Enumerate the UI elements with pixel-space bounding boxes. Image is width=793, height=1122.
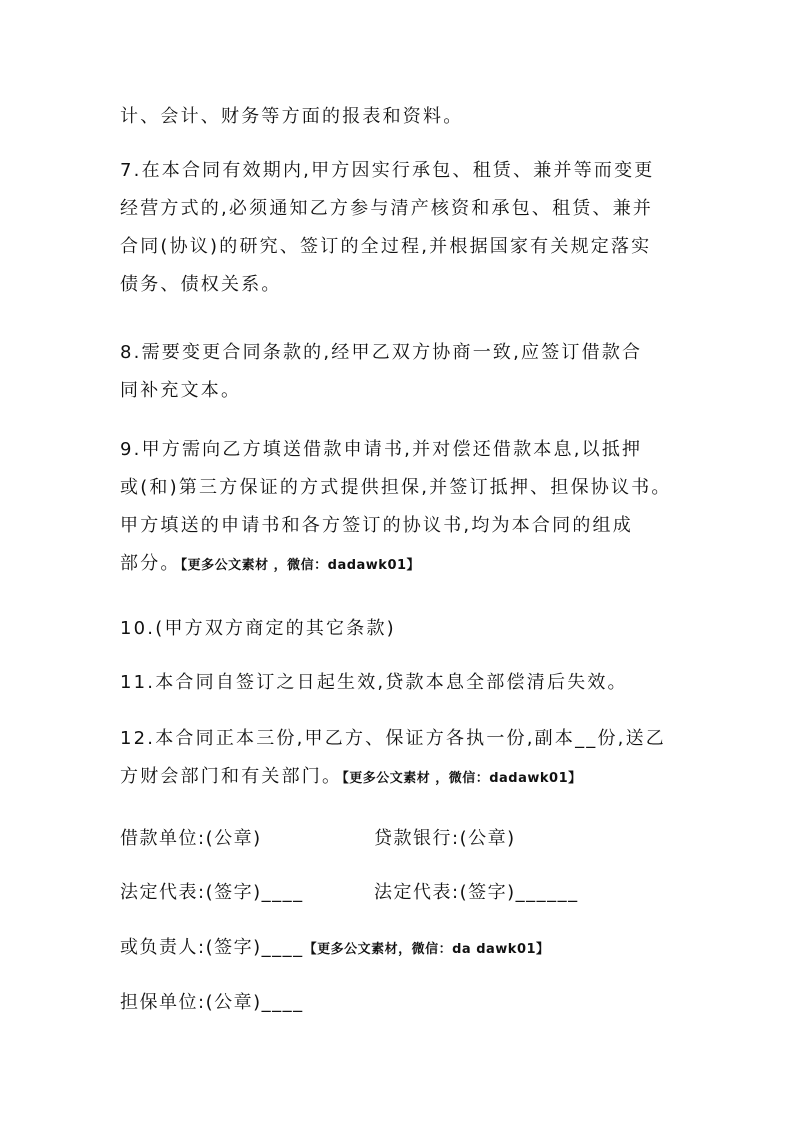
borrower-representative-signature: 法定代表:(签字)____ bbox=[120, 882, 304, 903]
text-line: 甲方填送的申请书和各方签订的协议书,均为本合同的组成 bbox=[120, 515, 633, 536]
clause-9 bbox=[120, 431, 676, 585]
responsible-person-signature: 或负责人:(签字)____ bbox=[120, 937, 304, 958]
paragraph-continued bbox=[120, 98, 676, 136]
guarantor-seal-label: 担保单位:(公章)____ bbox=[120, 992, 304, 1013]
text-line: 9.甲方需向乙方填送借款申请书,并对偿还借款本息,以抵押 bbox=[120, 439, 643, 460]
clause-9-last-text: 部分。 bbox=[120, 553, 181, 574]
clause-8 bbox=[120, 334, 676, 410]
clause-11 bbox=[120, 664, 676, 702]
text-line: 11.本合同自签订之日起生效,贷款本息全部偿清后失效。 bbox=[120, 672, 628, 693]
signature-row-guarantor bbox=[120, 988, 304, 1014]
text-line: 债务、债权关系。 bbox=[120, 274, 282, 295]
text-line: 计、会计、财务等方面的报表和资料。 bbox=[120, 106, 464, 127]
bank-representative-signature: 法定代表:(签字)______ bbox=[374, 882, 579, 903]
promo-note: 【更多公文素材 ，微信：dadawk01】 bbox=[342, 771, 582, 786]
text-line: 经营方式的,必须通知乙方参与清产核资和承包、租赁、兼并 bbox=[120, 198, 654, 219]
text-line: 12.本合同正本三份,甲乙方、保证方各执一份,副本__份,送乙 bbox=[120, 728, 666, 749]
bank-seal-label: 贷款银行:(公章) bbox=[374, 828, 516, 849]
text-line bbox=[120, 545, 676, 585]
borrower-seal-label: 借款单位:(公章) bbox=[120, 828, 262, 849]
clause-10 bbox=[120, 610, 676, 648]
text-line bbox=[120, 758, 676, 798]
promo-note: 【更多公文素材 ，微信：dadawk01】 bbox=[180, 558, 421, 573]
signature-row-responsible bbox=[120, 933, 550, 959]
text-line: 同补充文本。 bbox=[120, 380, 242, 401]
clause-12 bbox=[120, 720, 676, 798]
text-line: 合同(协议)的研究、签订的全过程,并根据国家有关规定落实 bbox=[120, 236, 652, 257]
text-line: 8.需要变更合同条款的,经甲乙双方协商一致,应签订借款合 bbox=[120, 342, 643, 363]
clause-7 bbox=[120, 152, 676, 304]
clause-12-last-text: 方财会部门和有关部门。 bbox=[120, 766, 343, 787]
text-line: 或(和)第三方保证的方式提供担保,并签订抵押、担保协议书。 bbox=[120, 477, 672, 498]
text-line: 10.(甲方双方商定的其它条款) bbox=[120, 618, 396, 639]
text-line: 7.在本合同有效期内,甲方因实行承包、租赁、兼并等而变更 bbox=[120, 160, 655, 181]
promo-note: 【更多公文素材，微信：da dawk01】 bbox=[303, 942, 550, 957]
